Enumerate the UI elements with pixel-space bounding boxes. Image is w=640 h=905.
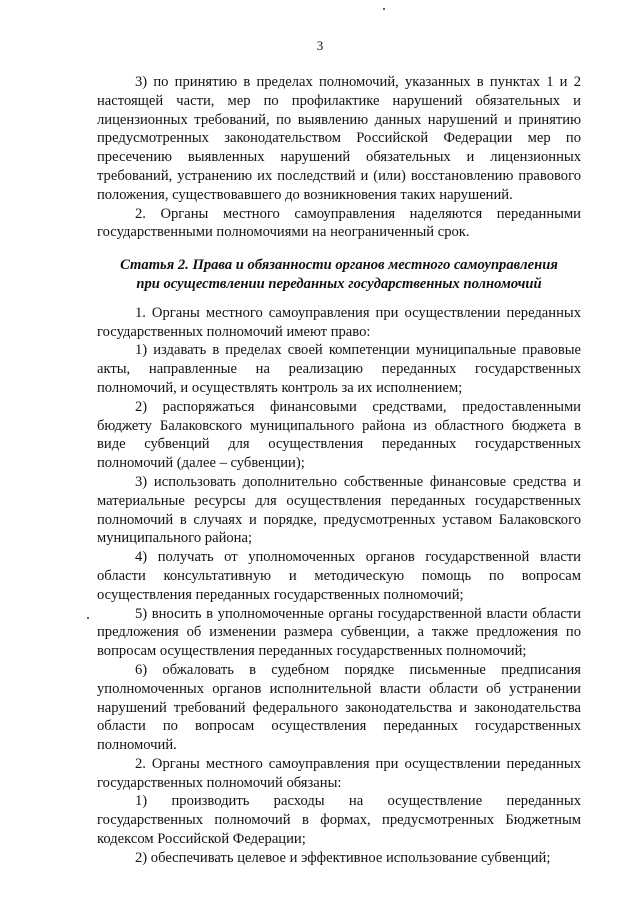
paragraph-rights-intro: 1. Органы местного самоуправления при осуществлении переданных государственных полномочий имеют право: <box>97 304 581 340</box>
paragraph-right-6: 6) обжаловать в судебном порядке письменные предписания уполномоченных органов исполнительной власти области об устранении нарушений требований федерального законодательства и законодательства области по вопросам осуществления переданных государственных полномочий. <box>97 661 581 754</box>
page-number: 3 <box>316 38 324 53</box>
paragraph-duties-intro: 2. Органы местного самоуправления при осуществлении переданных государственных полномочий обязаны: <box>97 755 581 791</box>
article-heading: Статья 2. Права и обязанности органов местного самоуправления при осуществлении переданных государственных полномочий <box>120 257 558 292</box>
scan-speck <box>87 617 89 619</box>
document-body <box>97 73 581 868</box>
paragraph-right-1: 1) издавать в пределах своей компетенции муниципальные правовые акты, направленные на реализацию переданных государственных полномочий, и осуществлять контроль за их исполнением; <box>97 342 581 396</box>
paragraph-right-5: 5) вносить в уполномоченные органы государственной власти области предложения об изменении размера субвенции, а также предложения по вопросам осуществления переданных государственных полномочий; <box>97 605 581 660</box>
scan-speck <box>383 8 385 10</box>
paragraph-duty-1: 1) производить расходы на осуществление переданных государственных полномочий в формах, предусмотренных Бюджетным кодексом Российской Федерации; <box>97 793 581 848</box>
paragraph-right-2: 2) распоряжаться финансовыми средствами, предоставленными бюджету Балаковского муниципального района из областного бюджета в виде субвенций для осуществления переданных государственных полномочий (далее – субвенции); <box>97 398 581 472</box>
paragraph-right-3: 3) использовать дополнительно собственные финансовые средства и материальные ресурсы для осуществления переданных государственных полномочий в случаях и порядке, предусмотренных уставом Балаковского муниципального района; <box>97 473 581 547</box>
paragraph-part-2: 2. Органы местного самоуправления наделяются переданными государственными полномочиями на неограниченный срок. <box>97 205 581 241</box>
paragraph-duty-2: 2) обеспечивать целевое и эффективное использование субвенций; <box>135 849 551 866</box>
paragraph-clause-3: 3) по принятию в пределах полномочий, указанных в пунктах 1 и 2 настоящей части, мер по профилактике нарушений обязательных и лицензионных требований, по выявлению данных нарушений и принятию предусмотренных законодательством Российской Федерации мер по пресечению выявленных нарушений обязательных и лицензионных требований, устранению их последствий и (или) восстановлению правового положения, существовавшего до возникновения таких нарушений. <box>97 74 581 203</box>
paragraph-right-4: 4) получать от уполномоченных органов государственной власти области консультативную и методическую помощь по вопросам осуществления переданных государственных полномочий; <box>97 549 581 603</box>
